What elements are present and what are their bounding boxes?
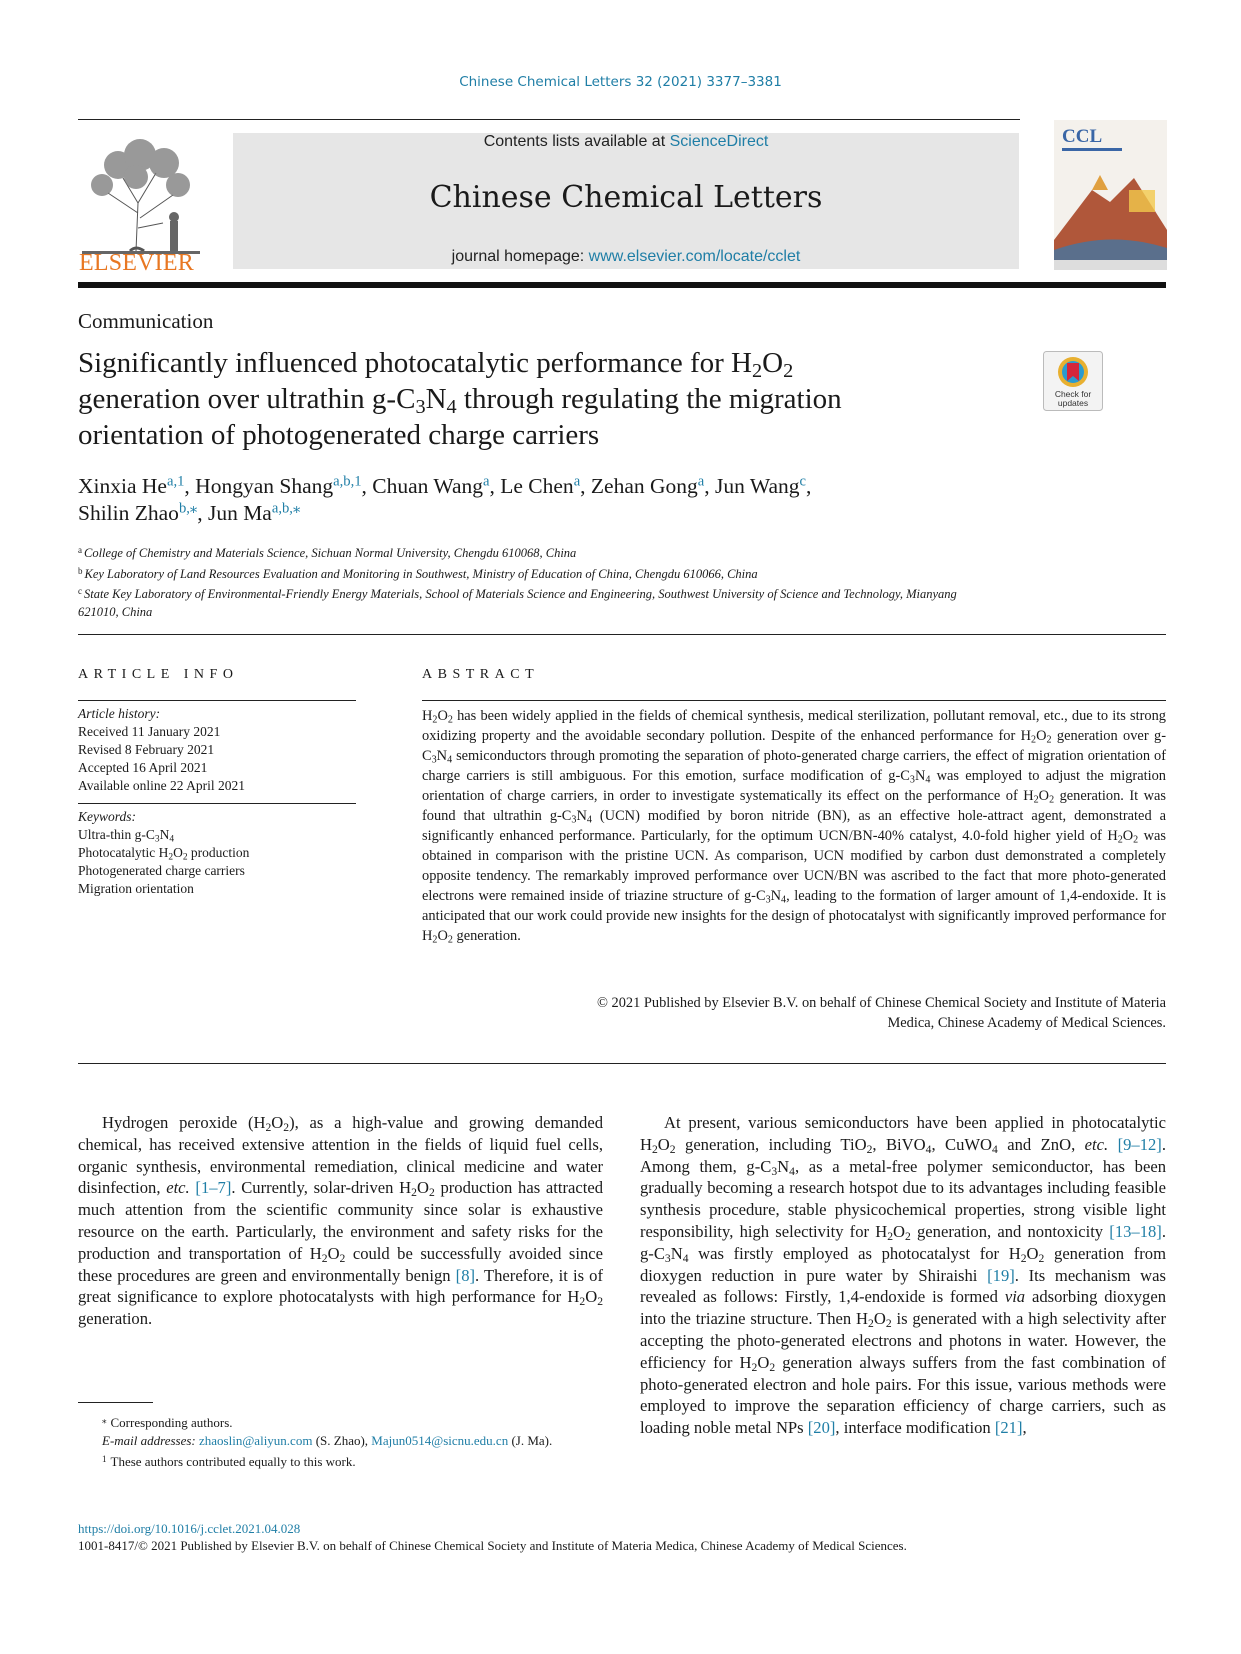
keywords: Keywords: Ultra-thin $g-C_3N_4$ Photocatalytic $H_2O_2$ production Photogenerated charge carriers Migration orientation: [78, 808, 356, 898]
doi-link[interactable]: https://doi.org/10.1016/j.cclet.2021.04.028: [78, 1521, 301, 1536]
divider: [422, 700, 1166, 701]
divider: [78, 1063, 1166, 1064]
citation-link[interactable]: [20]: [807, 1418, 836, 1438]
sciencedirect-link[interactable]: ScienceDirect: [669, 133, 769, 150]
author[interactable]: Jun Ma: [207, 501, 272, 525]
abstract-copyright: © 2021 Published by Elsevier B.V. on behalf of Chinese Chemical Society and Institute of Materia Medica, Chinese Academy of Medical Sciences.: [597, 995, 1166, 1031]
journal-reference[interactable]: Chinese Chemical Letters 32 (2021) 3377–3381: [459, 74, 782, 90]
article-history: Article history: Received 11 January 2021 Revised 8 February 2021 Accepted 16 April 2021 Available online 22 April 2021: [78, 706, 245, 793]
check-for-updates-badge[interactable]: [1043, 351, 1103, 411]
author[interactable]: Xinxia He: [78, 474, 167, 498]
body-column-right: At present, various semiconductors have been applied in photocatalytic $H_2O_2$ generation, including TiO$_2$, BiVO$_4$, CuWO$_4$ and ZnO, etc. [9–12]. Among them, $g-C_3N_4$, as a metal-free polymer semiconductor, has been gradually becoming a research hotspot due to its advantages including feasible synthesis procedure, stable physicochemical properties, strong visible light responsibility, high selectivity for $H_2O_2$ generation, and nontoxicity [13–18]. $g-C_3N_4$ was firstly employed as photocatalyst for $H_2O_2$ generation from dioxygen reduction in pure water by Shiraishi [19]. Its mechanism was revealed as follows: Firstly, 1,4-endoxide is formed via adsorbing dioxygen into the triazine structure. Then $H_2O_2$ is generated with a high selectivity after accepting the photo-generated electrons and photons in water. However, the efficiency for $H_2O_2$ generation always suffers from the fast combination of photo-generated electron and hole pairs. For this issue, various methods were employed to improve the separation efficiency of charge carriers, such as loading noble metal NPs [20], interface modification [21],: [640, 1113, 1167, 1438]
body-column-left: Hydrogen peroxide $(H_2O_2)$, as a high-value and growing demanded chemical, has received extensive attention in the fields of liquid fuel cells, organic synthesis, environmental remediation, clinical medicine and water disinfection, etc. [1–7]. Currently, solar-driven $H_2O_2$ production has attracted much attention from the scientific community since solar is exhaustive resource on the earth. Particularly, the environment and safety risks for the production and transportation of $H_2O_2$ could be successfully avoided since these procedures are green and environmentally benign [8]. Therefore, it is of great significance to explore photocatalysts with high performance for $H_2O_2$ generation.: [78, 1113, 604, 1329]
divider: [78, 634, 1166, 635]
author[interactable]: Jun Wang: [715, 474, 800, 498]
homepage-link[interactable]: www.elsevier.com/locate/cclet: [588, 248, 801, 265]
citation-link[interactable]: [21]: [994, 1418, 1023, 1438]
affiliations: [78, 542, 998, 621]
abstract-text: $H_2O_2$ has been widely applied in the fields of chemical synthesis, medical sterilization, pollutant removal, etc., due to its strong oxidizing property and the avoidable secondary pollution. Despite of the enhanced performance for $H_2O_2$ generation over $g-C_3N_4$ semiconductors through promoting the separation of photo-generated charge carriers, the effect of migration orientation of charge carriers is still ambiguous. For this emotion, surface modification of $g-C_3N_4$ was employed to adjust the migration orientation of charge carriers, in order to investigate systematically its effect on the performance of $H_2O_2$ generation. It was found that ultrathin $g-C_3N_4$ (UCN) modified by boron nitride (BN), as an effective hole-attract agent, demonstrated a significantly enhanced performance. Particularly, for the optimum UCN/BN-40% catalyst, 4.0-fold higher yield of $H_2O_2$ was obtained in comparison with the pristine UCN. As comparison, UCN modified by carbon dust demonstrated a completely opposite tendency. The remarkably improved performance over UCN/BN was ascribed to the fact that more photo-generated electrons were remained inside of triazine structure of $g-C_3N_4$, leading to the formation of larger amount of 1,4-endoxide. It is anticipated that our work could provide new insights for the design of photocatalyst with significantly improved performance for $H_2O_2$ generation.: [422, 708, 1166, 946]
affiliation: $^b$ Key Laboratory of Land Resources Evaluation and Monitoring in Southwest, Ministry of Education of China, Chengdu 610066, China: [78, 565, 758, 581]
citation-link[interactable]: [8]: [455, 1265, 476, 1285]
author[interactable]: Zehan Gong: [590, 474, 698, 498]
cover-title: CCL: [1062, 126, 1103, 147]
citation-link[interactable]: [1–7]: [195, 1178, 232, 1198]
affiliation: $^c$ State Key Laboratory of Environmental-Friendly Energy Materials, School of Materials Science and Engineering, Southwest University of Science and Technology, Mianyang 621010, China: [78, 586, 957, 619]
divider: [78, 803, 356, 804]
article-title: Significantly influenced photocatalytic performance for $H_2O_2$ generation over ultrathin $g-C_3N_4$ through regulating the migration orientation of photogenerated charge carriers: [78, 347, 842, 451]
author[interactable]: Shilin Zhao: [78, 501, 179, 525]
top-divider: [78, 119, 1020, 120]
email-note: E-mail addresses: zhaoslin@aliyun.com (S. Zhao), Majun0514@sicnu.edu.cn (J. Ma).: [102, 1433, 553, 1449]
article-info-heading: ARTICLE INFO: [78, 667, 239, 682]
author[interactable]: Chuan Wang: [372, 474, 484, 498]
footnotes: [78, 1411, 603, 1471]
keyword: Photogenerated charge carriers: [78, 863, 245, 878]
citation-link[interactable]: [9–12]: [1117, 1134, 1162, 1154]
homepage-line: journal homepage: www.elsevier.com/locate/cclet: [451, 248, 801, 265]
author[interactable]: Le Chen: [500, 474, 574, 498]
citation-link[interactable]: [19]: [987, 1265, 1015, 1285]
footnote-divider: [78, 1402, 153, 1403]
email-link[interactable]: zhaoslin@aliyun.com: [199, 1433, 313, 1449]
check-updates-label: Check for updates: [1054, 389, 1092, 408]
email-link[interactable]: Majun0514@sicnu.edu.cn: [371, 1433, 509, 1449]
journal-name: Chinese Chemical Letters: [429, 180, 823, 215]
equal-contribution-note: $^1$ These authors contributed equally to this work.: [102, 1454, 356, 1470]
header-thick-divider: [78, 282, 1166, 288]
author[interactable]: Hongyan Shang: [195, 474, 334, 498]
journal-cover-thumbnail[interactable]: [1054, 120, 1167, 270]
keyword: Photocatalytic $H_2O_2$ production: [78, 845, 250, 863]
affiliation: $^a$ College of Chemistry and Materials Science, Sichuan Normal University, Chengdu 610068, China: [78, 545, 577, 561]
divider: [78, 700, 356, 701]
abstract-heading: ABSTRACT: [422, 667, 540, 682]
author-list: Xinxia He$^{a,1}$, Hongyan Shang$^{a,b,1}$, Chuan Wang$^a$, Le Chen$^a$, Zehan Gong$^a$, Jun Wang$^c$, Shilin Zhao$^{b,⁎}$, Jun Ma$^{a,b,⁎}$: [78, 473, 812, 525]
elsevier-wordmark[interactable]: ELSEVIER: [79, 250, 194, 276]
article-type: Communication: [78, 309, 214, 333]
keyword: Ultra-thin $g-C_3N_4$: [78, 827, 175, 845]
corresponding-note: ⁎ Corresponding authors.: [102, 1415, 233, 1431]
contents-line: Contents lists available at ScienceDirect: [483, 133, 769, 150]
keyword: Migration orientation: [78, 881, 194, 896]
citation-link[interactable]: [13–18]: [1109, 1221, 1162, 1241]
issn-copyright-line: 1001-8417/© 2021 Published by Elsevier B.V. on behalf of Chinese Chemical Society and Institute of Materia Medica, Chinese Academy of Medical Sciences.: [78, 1538, 907, 1553]
